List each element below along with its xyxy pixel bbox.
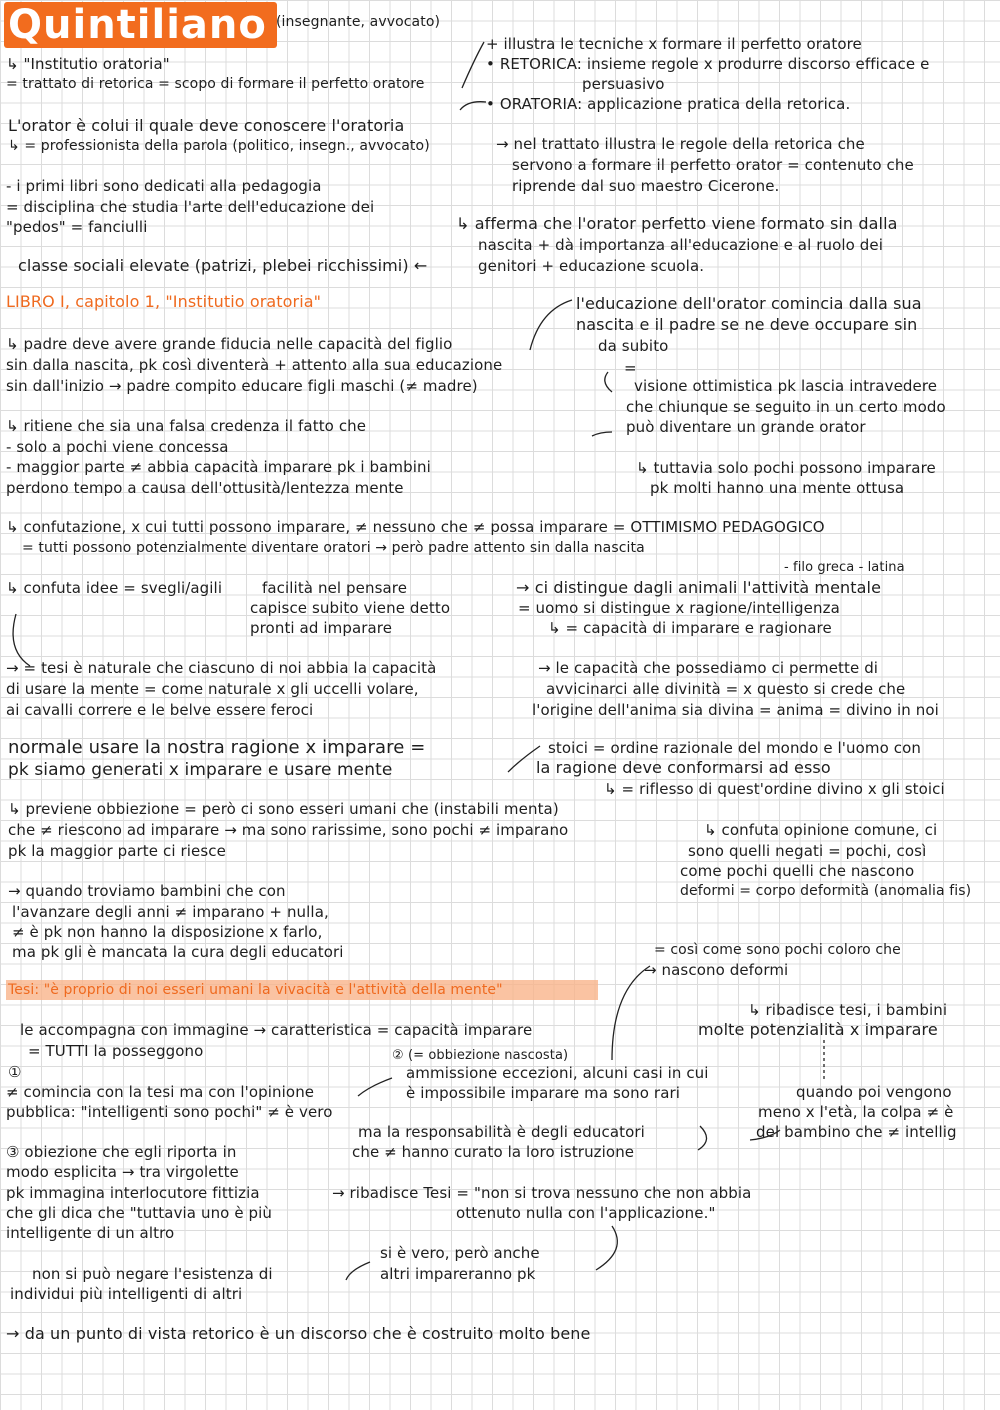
note-line: ③ obiezione che egli riporta in [6, 1143, 237, 1161]
note-line: ↳ previene obbiezione = però ci sono esseri umani che (instabili menta) [8, 800, 559, 818]
page-title: Quintiliano [4, 2, 277, 48]
note-line: avvicinarci alle divinità = x questo si crede che [546, 680, 906, 698]
note-line: ↳ confuta idee = svegli/agili [6, 579, 223, 597]
note-line: come pochi quelli che nascono [680, 862, 915, 880]
note-line: = uomo si distingue x ragione/intelligenza [518, 599, 840, 617]
note-line: intelligente di un altro [6, 1224, 175, 1242]
note-line: ottenuto nulla con l'applicazione." [456, 1204, 716, 1222]
note-line: da subito [598, 337, 669, 355]
note-line: si è vero, però anche [380, 1244, 540, 1262]
note-line: capisce subito viene detto [250, 599, 451, 617]
note-line: ↳ padre deve avere grande fiducia nelle capacità del figlio [6, 335, 453, 353]
note-line: ↳ = riflesso di quest'ordine divino x gli stoici [604, 780, 945, 798]
arrow-connector [346, 1262, 370, 1280]
note-line: non si può negare l'esistenza di [32, 1265, 273, 1283]
note-line: → ci distingue dagli animali l'attività mentale [516, 578, 882, 597]
note-line: ammissione eccezioni, alcuni casi in cui [406, 1064, 709, 1082]
note-line: meno x l'età, la colpa ≠ è [758, 1103, 954, 1121]
note-line: = disciplina che studia l'arte dell'educazione dei [6, 198, 375, 216]
note-line: ① [8, 1063, 22, 1081]
note-line: che chiunque se seguito in un certo modo [626, 398, 946, 416]
note-line: → le capacità che possediamo ci permette di [538, 659, 879, 677]
note-line: individui più intelligenti di altri [10, 1285, 243, 1303]
note-line: facilità nel pensare [262, 579, 408, 597]
note-line: ↳ = professionista della parola (politico, insegn., avvocato) [8, 138, 430, 154]
note-line: "pedos" = fanciulli [6, 218, 148, 236]
note-line: = tutti possono potenzialmente diventare oratori → però padre attento sin dalla nascita [22, 540, 645, 556]
arrow-connector [698, 1126, 707, 1150]
note-line: ↳ tuttavia solo pochi possono imparare [636, 459, 936, 477]
note-line: servono a formare il perfetto orator = contenuto che [512, 156, 914, 174]
note-line: nascita + dà importanza all'educazione e al ruolo dei [478, 236, 884, 254]
note-line: ↳ = capacità di imparare e ragionare [548, 619, 832, 637]
note-line: pk immagina interlocutore fittizia [6, 1184, 260, 1202]
note-line: ma pk gli è mancata la cura degli educatori [12, 943, 344, 961]
note-line: ma la responsabilità è degli educatori [358, 1123, 645, 1141]
section-heading: LIBRO I, capitolo 1, "Institutio oratoria" [6, 292, 322, 311]
note-line: + illustra le tecniche x formare il perfetto oratore [486, 35, 862, 53]
note-line: → = tesi è naturale che ciascuno di noi abbia la capacità [6, 659, 437, 677]
note-line: può diventare un grande orator [626, 418, 866, 436]
note-line: - i primi libri sono dedicati alla pedagogia [6, 177, 322, 195]
note-line: = TUTTI la posseggono [28, 1042, 204, 1060]
note-line: di usare la mente = come naturale x gli uccelli volare, [6, 680, 419, 698]
note-line: ② (= obbiezione nascosta) [392, 1048, 569, 1063]
note-line: visione ottimistica pk lascia intravedere [634, 377, 938, 395]
note-line: → nascono deformi [644, 961, 789, 979]
note-line: pk molti hanno una mente ottusa [650, 479, 905, 497]
note-line: sin dalla nascita, pk così diventerà + attento alla sua educazione [6, 356, 503, 374]
note-line: nascita e il padre se ne deve occupare sin [576, 315, 918, 334]
note-line: l'avanzare degli anni ≠ imparano + nulla, [12, 903, 329, 921]
note-line: → da un punto di vista retorico è un discorso che è costruito molto bene [6, 1324, 591, 1343]
note-line: del bambino che ≠ intellig [756, 1123, 957, 1141]
arrow-connector [605, 372, 612, 392]
note-line: ↳ confutazione, x cui tutti possono imparare, ≠ nessuno che ≠ possa imparare = OTTIMISMO PEDAGOGICO [6, 518, 825, 536]
arrow-connector [462, 42, 484, 88]
arrow-connector [358, 1078, 392, 1096]
note-line: • RETORICA: insieme regole x produrre discorso efficace e [486, 55, 930, 73]
note-line: perdono tempo a causa dell'ottusità/lentezza mente [6, 479, 404, 497]
note-line: persuasivo [582, 75, 665, 93]
note-line: normale usare la nostra ragione x imparare = [8, 737, 426, 758]
note-line: = così come sono pochi coloro che [654, 942, 901, 958]
title-subtitle: (insegnante, avvocato) [276, 14, 441, 30]
note-line: stoici = ordine razionale del mondo e l'uomo con [548, 739, 921, 757]
note-line: le accompagna con immagine → caratteristica = capacità imparare [20, 1021, 533, 1039]
note-line: ↳ "Institutio oratoria" [6, 55, 170, 73]
arrow-connector [596, 1226, 617, 1270]
note-line: ↳ ribadisce tesi, i bambini [748, 1001, 948, 1019]
note-line: molte potenzialità x imparare [698, 1020, 938, 1039]
note-line: pronti ad imparare [250, 619, 393, 637]
note-line: ≠ è pk non hanno la disposizione x farlo, [12, 923, 323, 941]
note-line: quando poi vengono [796, 1083, 952, 1101]
arrow-connector [612, 966, 650, 1060]
note-line: è impossibile imparare ma sono rari [406, 1084, 681, 1102]
note-line: pubblica: "intelligenti sono pochi" ≠ è vero [6, 1103, 333, 1121]
note-line: = [624, 359, 637, 377]
note-line: l'educazione dell'orator comincia dalla sua [576, 294, 922, 313]
note-line: L'orator è colui il quale deve conoscere l'oratoria [8, 116, 405, 135]
note-line: ai cavalli correre e le belve essere feroci [6, 701, 314, 719]
note-line: - filo greca - latina [784, 560, 905, 575]
note-line: - maggior parte ≠ abbia capacità imparare pk i bambini [6, 458, 431, 476]
thesis-line: Tesi: "è proprio di noi esseri umani la vivacità e l'attività della mente" [8, 982, 503, 998]
arrow-connector [592, 432, 612, 436]
note-line: l'origine dell'anima sia divina = anima = divino in noi [532, 701, 939, 719]
note-line: = trattato di retorica = scopo di formare il perfetto oratore [6, 76, 425, 92]
note-line: ↳ afferma che l'orator perfetto viene formato sin dalla [456, 214, 898, 233]
note-line: sin dall'inizio → padre compito educare figli maschi (≠ madre) [6, 377, 478, 395]
note-line: classe sociali elevate (patrizi, plebei ricchissimi) ← [18, 256, 428, 275]
note-line: la ragione deve conformarsi ad esso [536, 758, 831, 777]
note-line: ≠ comincia con la tesi ma con l'opinione [6, 1083, 315, 1101]
note-line: deformi = corpo deformità (anomalia fis) [680, 883, 972, 899]
note-line: che ≠ hanno curato la loro istruzione [352, 1143, 635, 1161]
note-line: che ≠ riescono ad imparare → ma sono rarissime, sono pochi ≠ imparano [8, 821, 569, 839]
note-line: pk siamo generati x imparare e usare mente [8, 760, 393, 780]
note-line: - solo a pochi viene concessa [6, 438, 229, 456]
note-line: • ORATORIA: applicazione pratica della retorica. [486, 95, 851, 113]
note-line: pk la maggior parte ci riesce [8, 842, 226, 860]
note-line: che gli dica che "tuttavia uno è più [6, 1204, 273, 1222]
note-line: altri impareranno pk [380, 1265, 536, 1283]
note-line: → nel trattato illustra le regole della retorica che [496, 135, 865, 153]
note-line: genitori + educazione scuola. [478, 257, 705, 275]
note-line: ↳ ritiene che sia una falsa credenza il fatto che [6, 417, 367, 435]
arrow-connector [460, 102, 486, 110]
note-line: modo esplicita → tra virgolette [6, 1163, 239, 1181]
note-line: → quando troviamo bambini che con [8, 882, 286, 900]
arrow-connector [530, 300, 572, 350]
note-line: riprende dal suo maestro Cicerone. [512, 177, 780, 195]
note-line: ↳ confuta opinione comune, ci [704, 821, 938, 839]
note-line: → ribadisce Tesi = "non si trova nessuno che non abbia [332, 1184, 752, 1202]
note-line: sono quelli negati = pochi, così [688, 842, 927, 860]
